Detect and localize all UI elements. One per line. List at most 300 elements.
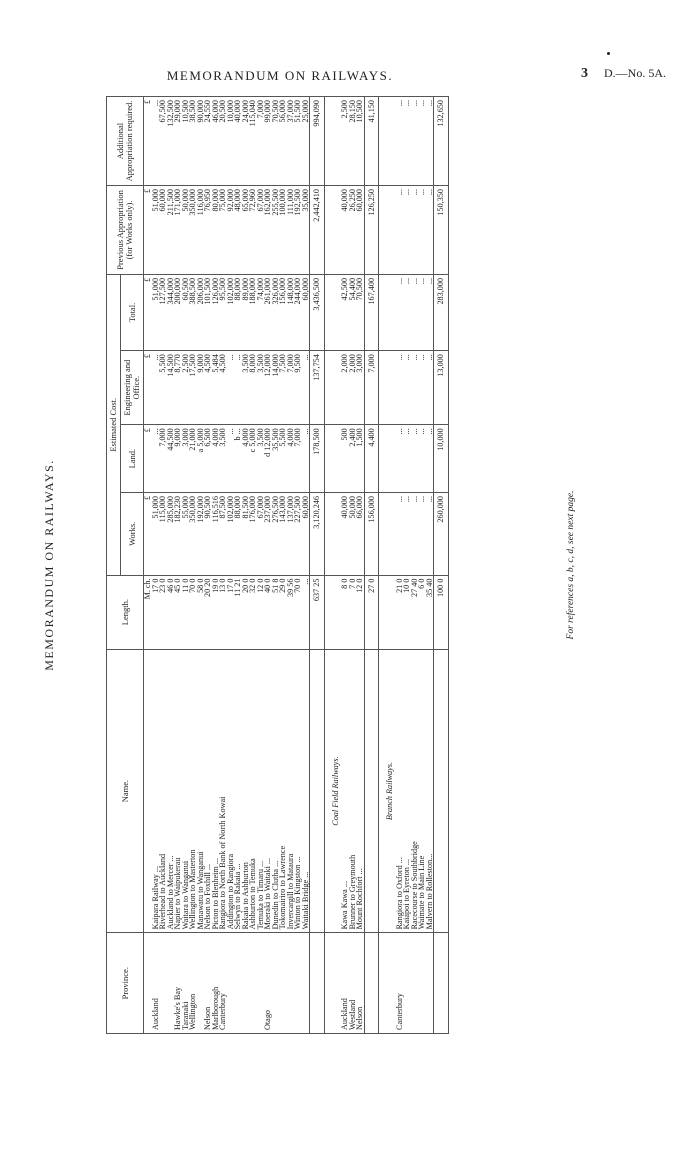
- cell-name: Ashburton to Temuka: [249, 649, 257, 933]
- cell-province: [403, 933, 411, 1034]
- cell-additional: 24,550: [204, 97, 212, 186]
- cell-previous: 255,500: [272, 186, 280, 275]
- cell-total: 388,500: [189, 274, 197, 350]
- cell-name: Rangiora to Oxford ...: [396, 649, 404, 933]
- col-province: Province.: [107, 933, 144, 1034]
- cell-total: 89,000: [242, 274, 250, 350]
- total-land: 4,400: [364, 425, 379, 493]
- total-blank: [310, 933, 325, 1034]
- cell-length: 10 0: [403, 575, 411, 649]
- cell-previous: 26,250: [349, 186, 357, 275]
- cell-name: Picton to Blenheim ...: [212, 649, 220, 933]
- cell-length: 70 0: [294, 575, 302, 649]
- table-body: [144, 97, 449, 1034]
- cell-name: Malvern to Rolleston...: [426, 649, 434, 933]
- unit-label: £: [144, 274, 152, 350]
- cell-total: ...: [396, 274, 404, 350]
- cell-name: Mount Rochfort ...: [356, 649, 364, 933]
- total-works: 156,000: [364, 493, 379, 576]
- cell-length: 21 0: [396, 575, 404, 649]
- col-name: Name.: [107, 649, 144, 933]
- cell-works: 60,000: [302, 493, 310, 576]
- cell-engineering: 17,500: [189, 351, 197, 425]
- cell-engineering: 2,000: [349, 351, 357, 425]
- cell-additional: 7,000: [257, 97, 265, 186]
- cell-name: Racecourse to Southbridge: [411, 649, 419, 933]
- cell-province: [272, 933, 280, 1034]
- total-previous: 126,250: [364, 186, 379, 275]
- cell-previous: 80,000: [212, 186, 220, 275]
- cell-land: 3,000: [182, 425, 190, 493]
- cell-additional: 46,000: [212, 97, 220, 186]
- cell-land: 7,000: [159, 425, 167, 493]
- cell-previous: ...: [403, 186, 411, 275]
- cell-province: [249, 933, 257, 1034]
- cell-additional: 10,000: [227, 97, 235, 186]
- cell-total: 54,400: [349, 274, 357, 350]
- cell-name: Nelson to Foxhill ...: [204, 649, 212, 933]
- cell-previous: 60,000: [356, 186, 364, 275]
- total-total: 283,000: [434, 274, 449, 350]
- cell-works: 81,500: [242, 493, 250, 576]
- cell-previous: 48,000: [234, 186, 242, 275]
- cell-works: 285,000: [167, 493, 175, 576]
- page-number: 3: [581, 66, 588, 81]
- cell-previous: 111,000: [287, 186, 295, 275]
- total-engineering: 7,000: [364, 351, 379, 425]
- unit-label: £: [144, 186, 152, 275]
- cell-additional: 90,000: [197, 97, 205, 186]
- cell-engineering: 9,500: [294, 351, 302, 425]
- cell-province: Canterbury: [219, 933, 227, 1034]
- cell-previous: 72,960: [249, 186, 257, 275]
- subtitle-cell: [383, 274, 396, 350]
- section-subtitle: Coal Field Railways.: [329, 649, 342, 933]
- cell-land: d 12,000: [264, 425, 272, 493]
- cell-province: [227, 933, 235, 1034]
- cell-province: [294, 933, 302, 1034]
- cell-engineering: ...: [234, 351, 242, 425]
- subtitle-cell: [383, 575, 396, 649]
- cell-engineering: ...: [403, 351, 411, 425]
- cell-additional: 56,000: [279, 97, 287, 186]
- total-land: 10,000: [434, 425, 449, 493]
- cell-province: [411, 933, 419, 1034]
- cell-total: 206,000: [197, 274, 205, 350]
- cell-total: 127,500: [159, 274, 167, 350]
- total-row: [310, 97, 325, 1034]
- cell-additional: 115,040: [249, 97, 257, 186]
- cell-previous: 192,500: [294, 186, 302, 275]
- cell-engineering: 5,484: [212, 351, 220, 425]
- cell-previous: ...: [426, 186, 434, 275]
- cell-length: 7 0: [349, 575, 357, 649]
- subtitle-cell: [383, 933, 396, 1034]
- cell-land: ...: [403, 425, 411, 493]
- cell-works: 88,000: [234, 493, 242, 576]
- cell-land: ...: [426, 425, 434, 493]
- cell-additional: 99,000: [264, 97, 272, 186]
- cell-engineering: ...: [396, 351, 404, 425]
- subtitle-cell: [383, 425, 396, 493]
- subtitle-cell: [383, 97, 396, 186]
- cell-engineering: 4,500: [204, 351, 212, 425]
- col-engineering: Engineering and Office.: [121, 351, 144, 425]
- cell-total: 60,500: [182, 274, 190, 350]
- cell-works: 102,000: [227, 493, 235, 576]
- total-blank: [434, 649, 449, 933]
- cell-additional: 132,500: [167, 97, 175, 186]
- cell-length: ...: [302, 575, 310, 649]
- subtitle-cell: [383, 351, 396, 425]
- cell-total: 95,500: [219, 274, 227, 350]
- col-additional: Additional Appropriation required.: [107, 97, 144, 186]
- cell-province: [302, 933, 310, 1034]
- cell-name: Rangiora to North Bank of North Kowai: [219, 649, 227, 933]
- cell-length: 20 20: [204, 575, 212, 649]
- ink-dot: [607, 52, 610, 55]
- total-row: [434, 97, 449, 1034]
- cell-engineering: 3,500: [242, 351, 250, 425]
- cell-engineering: ...: [426, 351, 434, 425]
- cell-works: 67,000: [257, 493, 265, 576]
- cell-land: 44,500: [167, 425, 175, 493]
- cell-land: 2,400: [349, 425, 357, 493]
- cell-engineering: ...: [418, 351, 426, 425]
- cell-name: Kaiapoi to Eyreton ...: [403, 649, 411, 933]
- cell-additional: 10,500: [356, 97, 364, 186]
- cell-previous: 50,000: [182, 186, 190, 275]
- total-length: 637 25: [310, 575, 325, 649]
- cell-name: Brunner to Greymouth: [349, 649, 357, 933]
- cell-land: 3,500: [257, 425, 265, 493]
- cell-total: 156,000: [279, 274, 287, 350]
- table-title: MEMORANDUM ON RAILWAYS.: [42, 459, 56, 671]
- cell-land: ...: [152, 425, 160, 493]
- cell-land: 35,500: [272, 425, 280, 493]
- cell-name: Riverhead to Auckland: [159, 649, 167, 933]
- cell-length: 8 0: [341, 575, 349, 649]
- cell-land: b ...: [234, 425, 242, 493]
- cell-works: 143,000: [279, 493, 287, 576]
- cell-works: 227,500: [294, 493, 302, 576]
- unit-label: £: [144, 351, 152, 425]
- col-works: Works.: [121, 493, 144, 576]
- cell-province: [242, 933, 250, 1034]
- col-estimated-cost: Estimated Cost.: [107, 274, 121, 575]
- cell-engineering: 8,000: [249, 351, 257, 425]
- subtitle-cell: [383, 493, 396, 576]
- cell-engineering: 2,500: [182, 351, 190, 425]
- total-total: 3,436,500: [310, 274, 325, 350]
- cell-additional: 29,000: [174, 97, 182, 186]
- cell-total: 188,000: [249, 274, 257, 350]
- col-land: Land.: [121, 425, 144, 493]
- cell-works: 40,000: [341, 493, 349, 576]
- cell-land: 500: [341, 425, 349, 493]
- cell-total: 70,500: [356, 274, 364, 350]
- cell-total: 51,000: [152, 274, 160, 350]
- cell-name: Waitara to Wanganui: [182, 649, 190, 933]
- cell-works: 237,000: [264, 493, 272, 576]
- cell-name: Wellington to Masterton: [189, 649, 197, 933]
- cell-previous: ...: [396, 186, 404, 275]
- cell-total: ...: [418, 274, 426, 350]
- cell-additional: 70,500: [272, 97, 280, 186]
- cell-works: ...: [426, 493, 434, 576]
- cell-additional: 24,000: [242, 97, 250, 186]
- cell-engineering: ...: [152, 351, 160, 425]
- unit-label: £: [144, 97, 152, 186]
- cell-length: 39 56: [287, 575, 295, 649]
- cell-additional: 67,500: [159, 97, 167, 186]
- cell-land: 5,500: [279, 425, 287, 493]
- cell-additional: ...: [411, 97, 419, 186]
- cell-engineering: 3,000: [356, 351, 364, 425]
- cell-name: Invercargill to Mataura: [287, 649, 295, 933]
- cell-previous: ...: [411, 186, 419, 275]
- total-engineering: 137,754: [310, 351, 325, 425]
- cell-land: ...: [396, 425, 404, 493]
- cell-name: Dunedin to Clutha ...: [272, 649, 280, 933]
- cell-land: 4,000: [287, 425, 295, 493]
- cell-name: Auckland to Mercer ...: [167, 649, 175, 933]
- cell-province: Westland: [349, 933, 357, 1034]
- cell-land: 21,000: [189, 425, 197, 493]
- cell-engineering: 8,770: [174, 351, 182, 425]
- total-engineering: 13,000: [434, 351, 449, 425]
- cell-length: 45 0: [174, 575, 182, 649]
- section-subtitle-row: [383, 97, 396, 1034]
- cell-works: 50,000: [349, 493, 357, 576]
- cell-engineering: 14,500: [167, 351, 175, 425]
- document-reference: D.—No. 5A.: [604, 66, 666, 80]
- cell-province: Auckland: [341, 933, 349, 1034]
- cell-engineering: 4,500: [219, 351, 227, 425]
- total-previous: 2,442,410: [310, 186, 325, 275]
- total-previous: 150,350: [434, 186, 449, 275]
- unit-label: £: [144, 493, 152, 576]
- cell-land: ...: [302, 425, 310, 493]
- cell-works: 182,230: [174, 493, 182, 576]
- cell-additional: 28,150: [349, 97, 357, 186]
- cell-works: ...: [411, 493, 419, 576]
- table-row: [302, 97, 310, 1034]
- cell-land: ...: [411, 425, 419, 493]
- cell-name: Kawa Kawa ...: [341, 649, 349, 933]
- cell-name: Addington to Rangiora: [227, 649, 235, 933]
- cell-length: 11 21: [234, 575, 242, 649]
- cell-previous: 51,000: [152, 186, 160, 275]
- col-previous: Previous Appropriation (for Works only).: [107, 186, 144, 275]
- cell-works: 176,000: [249, 493, 257, 576]
- cell-additional: ...: [426, 97, 434, 186]
- cell-land: 3,500: [219, 425, 227, 493]
- cell-engineering: 12,000: [264, 351, 272, 425]
- cell-province: Auckland: [152, 933, 160, 1034]
- cell-additional: 37,000: [287, 97, 295, 186]
- cell-additional: ...: [418, 97, 426, 186]
- cell-name: Kaipara Railway ...: [152, 649, 160, 933]
- cell-total: ...: [403, 274, 411, 350]
- cell-previous: 92,000: [227, 186, 235, 275]
- cell-previous: 67,000: [257, 186, 265, 275]
- cell-total: 74,000: [257, 274, 265, 350]
- total-total: 167,400: [364, 274, 379, 350]
- cell-length: 35 40: [426, 575, 434, 649]
- subtitle-cell: [383, 186, 396, 275]
- total-blank: [434, 933, 449, 1034]
- total-blank: [364, 933, 379, 1034]
- cell-previous: 162,000: [264, 186, 272, 275]
- cell-province: Canterbury: [396, 933, 404, 1034]
- total-works: 3,120,246: [310, 493, 325, 576]
- table-row: [426, 97, 434, 1034]
- cell-previous: ...: [418, 186, 426, 275]
- cell-land: ...: [227, 425, 235, 493]
- cell-additional: ...: [396, 97, 404, 186]
- cell-engineering: 14,000: [272, 351, 280, 425]
- cell-total: 60,000: [302, 274, 310, 350]
- rotated-table-area: [42, 96, 576, 1034]
- cell-length: 12 0: [356, 575, 364, 649]
- cell-total: 326,000: [272, 274, 280, 350]
- cell-works: ...: [418, 493, 426, 576]
- cell-total: 261,000: [264, 274, 272, 350]
- cell-land: 4,000: [242, 425, 250, 493]
- section-subtitle: Branch Railways.: [383, 649, 396, 933]
- cell-works: 137,000: [287, 493, 295, 576]
- cell-land: ...: [418, 425, 426, 493]
- cell-engineering: ...: [227, 351, 235, 425]
- cell-length: 17 0: [152, 575, 160, 649]
- cell-additional: ...: [403, 97, 411, 186]
- cell-name: Temuka to Timaru ...: [257, 649, 265, 933]
- cell-land: 6,500: [204, 425, 212, 493]
- unit-label: £: [144, 425, 152, 493]
- cell-engineering: 3,500: [257, 351, 265, 425]
- cell-land: 7,000: [294, 425, 302, 493]
- total-land: 178,500: [310, 425, 325, 493]
- cell-province: Otago: [264, 933, 272, 1034]
- cell-previous: 171,000: [174, 186, 182, 275]
- cell-length: 19 0: [212, 575, 220, 649]
- cell-works: 66,000: [356, 493, 364, 576]
- unit-label: M. ch.: [144, 575, 152, 649]
- cell-length: 40 0: [264, 575, 272, 649]
- cell-land: a 5,000: [197, 425, 205, 493]
- cell-engineering: ...: [411, 351, 419, 425]
- cell-total: 101,500: [204, 274, 212, 350]
- total-additional: 132,650: [434, 97, 449, 186]
- cell-total: 126,000: [212, 274, 220, 350]
- cell-province: [426, 933, 434, 1034]
- cell-name: Winton to Kingston ...: [294, 649, 302, 933]
- cell-name: Selwyn to Rakaia ...: [234, 649, 242, 933]
- cell-land: 9,000: [174, 425, 182, 493]
- cell-works: 115,000: [159, 493, 167, 576]
- cell-province: Nelson: [356, 933, 364, 1034]
- cell-length: 11 0: [182, 575, 190, 649]
- cell-total: 244,000: [294, 274, 302, 350]
- cell-previous: 350,000: [189, 186, 197, 275]
- cell-name: Tokomairiro to Lawrence: [279, 649, 287, 933]
- cell-length: 51 8: [272, 575, 280, 649]
- cell-additional: 25,000: [302, 97, 310, 186]
- cell-engineering: 7,500: [279, 351, 287, 425]
- cell-length: 70 0: [189, 575, 197, 649]
- cell-province: [418, 933, 426, 1034]
- cell-land: 1,500: [356, 425, 364, 493]
- cell-land: c 5,000: [249, 425, 257, 493]
- cell-works: ...: [403, 493, 411, 576]
- cell-land: 4,000: [212, 425, 220, 493]
- cell-previous: 116,000: [197, 186, 205, 275]
- cell-length: 20 0: [242, 575, 250, 649]
- col-length: Length.: [107, 575, 144, 649]
- cell-engineering: ...: [302, 351, 310, 425]
- col-total: Total.: [121, 274, 144, 350]
- cell-province: Hawke's Bay: [174, 933, 182, 1034]
- cell-name: Manawatu to Wanganui: [197, 649, 205, 933]
- cell-works: 87,500: [219, 493, 227, 576]
- cell-previous: 76,950: [204, 186, 212, 275]
- cell-previous: 100,000: [279, 186, 287, 275]
- cell-previous: 65,000: [242, 186, 250, 275]
- cell-engineering: 5,500: [159, 351, 167, 425]
- total-row: [364, 97, 379, 1034]
- page-header-title: MEMORANDUM ON RAILWAYS.: [166, 68, 394, 83]
- railways-table: [106, 96, 449, 1034]
- cell-additional: 20,500: [219, 97, 227, 186]
- footnote: For references a, b, c, d, see next page.: [566, 490, 576, 640]
- cell-works: 192,000: [197, 493, 205, 576]
- cell-additional: ...: [152, 97, 160, 186]
- cell-length: 46 0: [167, 575, 175, 649]
- cell-name: Rakaia to Ashburton: [242, 649, 250, 933]
- cell-total: 102,000: [227, 274, 235, 350]
- cell-length: 17 0: [227, 575, 235, 649]
- cell-previous: 35,000: [302, 186, 310, 275]
- total-additional: 41,150: [364, 97, 379, 186]
- cell-length: 29 0: [279, 575, 287, 649]
- cell-total: ...: [411, 274, 419, 350]
- cell-works: 276,500: [272, 493, 280, 576]
- cell-previous: 75,000: [219, 186, 227, 275]
- cell-additional: 40,000: [234, 97, 242, 186]
- cell-previous: 211,500: [167, 186, 175, 275]
- cell-additional: 51,500: [294, 97, 302, 186]
- cell-works: 116,516: [212, 493, 220, 576]
- cell-works: ...: [396, 493, 404, 576]
- cell-province: Marlborough: [212, 933, 220, 1034]
- cell-province: Nelson: [204, 933, 212, 1034]
- cell-works: 55,000: [182, 493, 190, 576]
- cell-engineering: 7,000: [287, 351, 295, 425]
- cell-previous: 60,000: [159, 186, 167, 275]
- total-additional: 994,090: [310, 97, 325, 186]
- cell-length: 58 0: [197, 575, 205, 649]
- cell-province: [234, 933, 242, 1034]
- total-length: 100 0: [434, 575, 449, 649]
- cell-length: 6 0: [418, 575, 426, 649]
- cell-engineering: 2,000: [341, 351, 349, 425]
- total-works: 260,000: [434, 493, 449, 576]
- cell-total: ...: [426, 274, 434, 350]
- cell-length: 32 0: [249, 575, 257, 649]
- cell-province: [287, 933, 295, 1034]
- cell-name: Waitaki Bridge ...: [302, 649, 310, 933]
